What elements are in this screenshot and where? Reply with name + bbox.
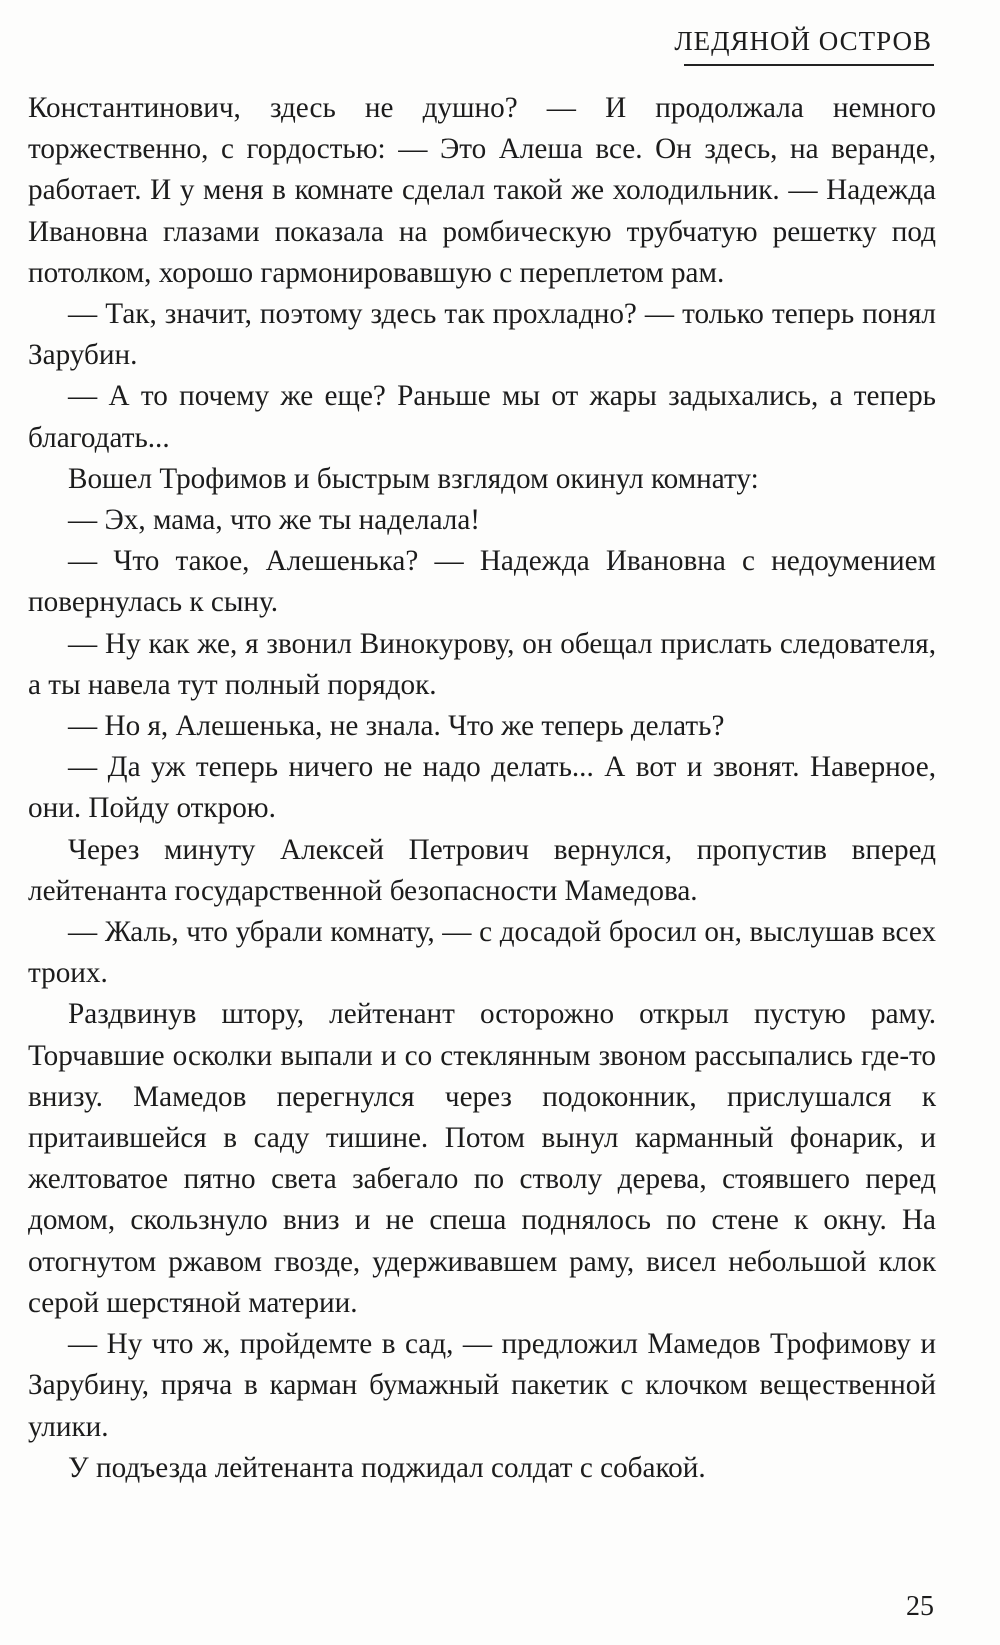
paragraph: — Но я, Алешенька, не знала. Что же теперь делать? xyxy=(68,710,725,743)
paragraph: Через минуту Алексей Петрович вернулся, пропустив вперед лейтенанта государственной безопасности Мамедова. xyxy=(28,833,936,907)
paragraph: — Ну что ж, пройдемте в сад, — предложил Мамедов Трофимову и Зарубину, пряча в карман бумажный пакетик с клочком вещественной улики. xyxy=(28,1328,936,1443)
running-head xyxy=(672,24,934,66)
body-text xyxy=(28,88,936,1489)
paragraph: — Ну как же, я звонил Винокурову, он обещал прислать следователя, а ты навела тут полный порядок. xyxy=(28,627,936,701)
paragraph: Константинович, здесь не душно? — И продолжала немного торжественно, с гордостью: — Это Алеша все. Он здесь, на веранде, работает. И у меня в комнате сделал такой же холодильник. — Надежда Ивановна глазами показала на ромбическую трубчатую решетку под потолком, хорошо гармонировавшую с переплетом рам. xyxy=(28,92,936,289)
paragraph: — Эх, мама, что же ты наделала! xyxy=(68,504,481,537)
paragraph: — Что такое, Алешенька? — Надежда Ивановна с недоумением повернулась к сыну. xyxy=(28,545,936,619)
paragraph: — Жаль, что убрали комнату, — с досадой бросил он, выслушав всех троих. xyxy=(28,916,936,990)
paragraph: Раздвинув штору, лейтенант осторожно открыл пустую раму. Торчавшие осколки выпали и со стеклянным звоном рассыпались где-то внизу. Мамедов перегнулся через подоконник, прислушался к притаившейся в саду тишине. Потом вынул карманный фонарик, и желтоватое пятно света забегало по стволу дерева, стоявшего перед домом, скользнуло вниз и не спеша поднялось по стене к окну. На отогнутом ржавом гвозде, удерживавшем раму, висел небольшой клок серой шерстяной материи. xyxy=(28,998,936,1319)
paragraph: Вошел Трофимов и быстрым взглядом окинул комнату: xyxy=(68,462,759,495)
paragraph: — Да уж теперь ничего не надо делать... А вот и звонят. Наверное, они. Пойду открою. xyxy=(28,751,936,825)
running-head-rule xyxy=(684,64,934,66)
running-head-title: ЛЕДЯНОЙ ОСТРОВ xyxy=(674,26,932,56)
paragraph: — Так, значит, поэтому здесь так прохладно? — только теперь понял Зарубин. xyxy=(28,298,936,372)
paragraph: У подъезда лейтенанта поджидал солдат с собакой. xyxy=(68,1451,706,1484)
page-number: 25 xyxy=(906,1591,934,1622)
paragraph: — А то почему же еще? Раньше мы от жары задыхались, а теперь благодать... xyxy=(28,380,936,454)
